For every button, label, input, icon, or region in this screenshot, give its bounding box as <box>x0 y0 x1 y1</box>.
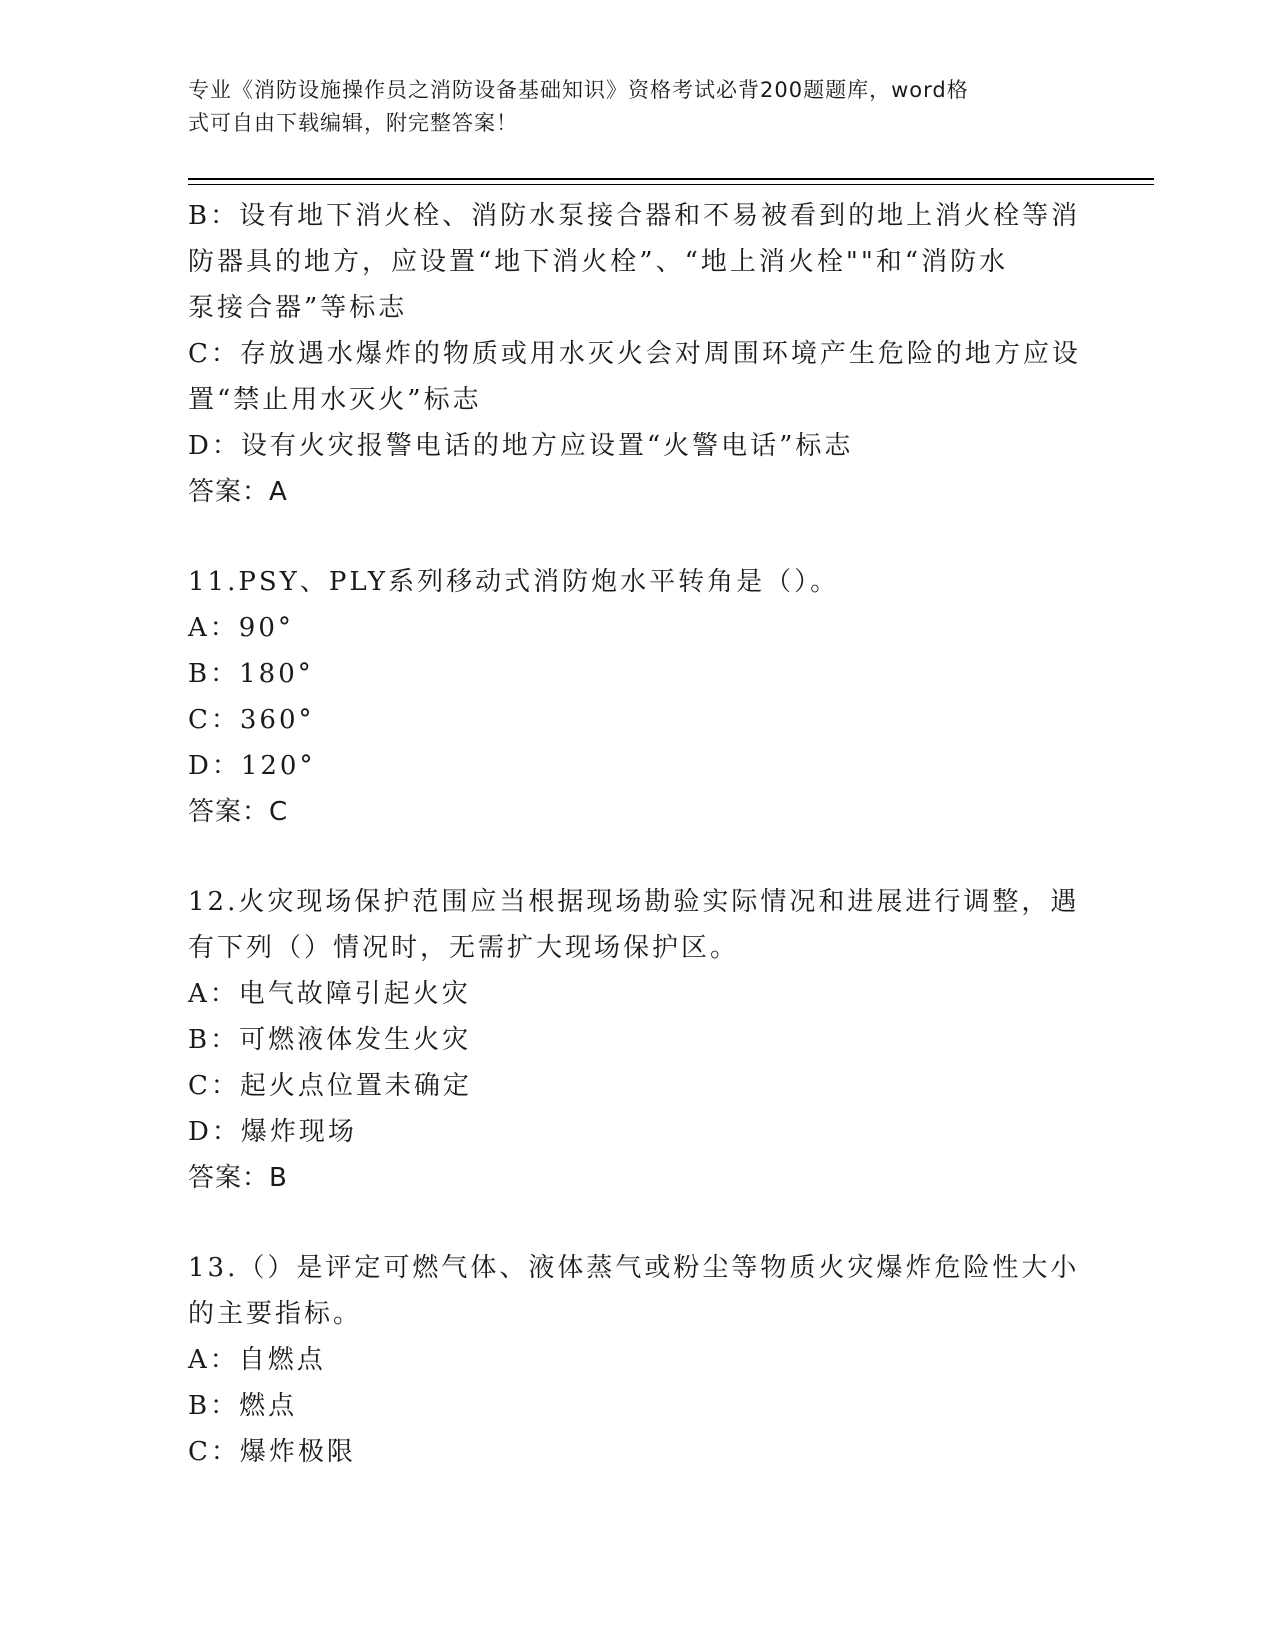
question-stem: 13.（）是评定可燃气体、液体蒸气或粉尘等物质火灾爆炸危险性大小 <box>188 1253 1080 1283</box>
question-13 <box>188 1245 1088 1475</box>
option-b: B：燃点 <box>188 1391 298 1421</box>
question-12 <box>188 879 1088 1201</box>
answer: 答案：B <box>188 1163 288 1193</box>
option-a: A：电气故障引起火灾 <box>188 979 471 1009</box>
option-c-cont: 置“禁止用水灭火”标志 <box>188 385 482 415</box>
document-header <box>188 74 1068 140</box>
header-line-2: 式可自由下载编辑，附完整答案！ <box>188 111 518 135</box>
option-c: C：存放遇水爆炸的物质或用水灭火会对周围环境产生危险的地方应设 <box>188 339 1081 369</box>
prev-question <box>188 193 1088 515</box>
question-stem: 11.PSY、PLY系列移动式消防炮水平转角是（）。 <box>188 567 840 597</box>
answer: 答案：C <box>188 797 289 827</box>
option-d: D：爆炸现场 <box>188 1117 357 1147</box>
option-b-cont: 防器具的地方，应设置“地下消火栓”、“地上消火栓""和“消防水 <box>188 247 1009 277</box>
option-a: A：90° <box>188 613 294 643</box>
option-c: C：360° <box>188 705 315 735</box>
header-rule-thick <box>188 178 1154 180</box>
question-11 <box>188 559 1088 835</box>
header-line-1: 专业《消防设施操作员之消防设备基础知识》资格考试必背200题题库，word格 <box>188 78 969 102</box>
option-b-cont: 泵接合器”等标志 <box>188 293 408 323</box>
option-c: C：爆炸极限 <box>188 1437 356 1467</box>
question-stem: 12.火灾现场保护范围应当根据现场勘验实际情况和进展进行调整，遇 <box>188 887 1080 917</box>
question-content <box>188 193 1088 1475</box>
header-rule-thin <box>188 184 1154 185</box>
question-stem-cont: 有下列（）情况时，无需扩大现场保护区。 <box>188 933 740 963</box>
option-b: B：可燃液体发生火灾 <box>188 1025 472 1055</box>
option-c: C：起火点位置未确定 <box>188 1071 472 1101</box>
option-b: B：180° <box>188 659 314 689</box>
option-d: D：设有火灾报警电话的地方应设置“火警电话”标志 <box>188 431 854 461</box>
option-b: B：设有地下消火栓、消防水泵接合器和不易被看到的地上消火栓等消 <box>188 201 1081 231</box>
option-d: D：120° <box>188 751 316 781</box>
option-a: A：自燃点 <box>188 1345 326 1375</box>
answer: 答案：A <box>188 477 288 507</box>
question-stem-cont: 的主要指标。 <box>188 1299 363 1329</box>
